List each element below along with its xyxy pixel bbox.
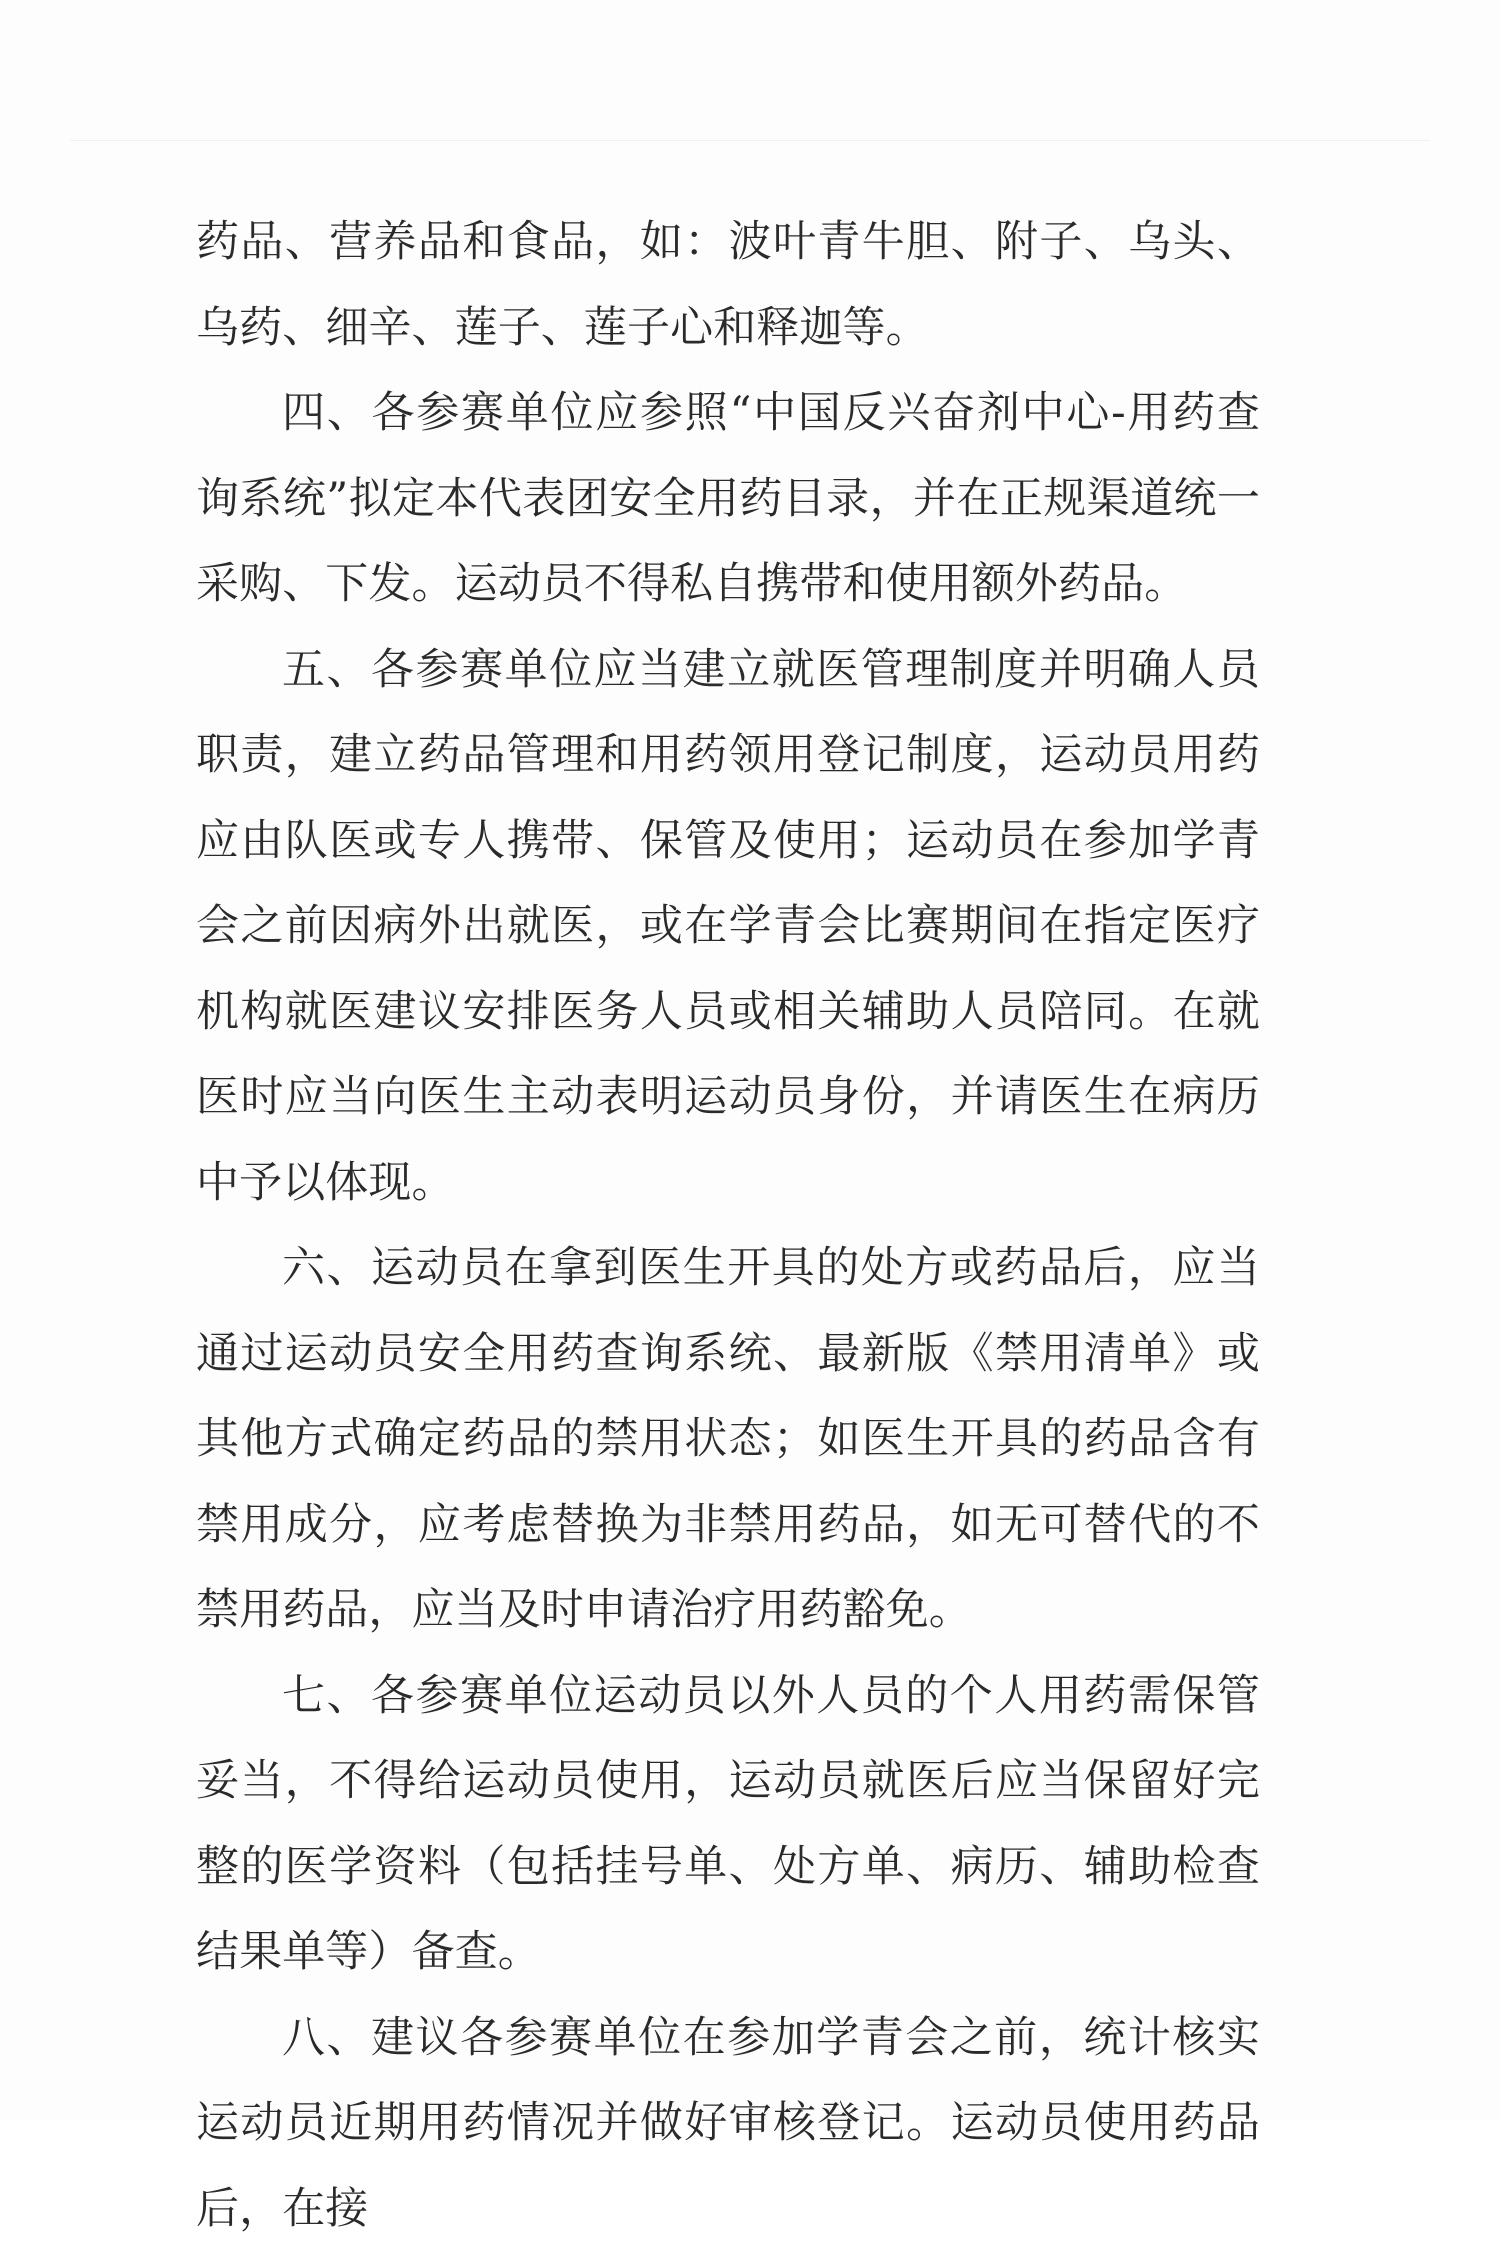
paragraph-item-8: 八、建议各参赛单位在参加学青会之前，统计核实运动员近期用药情况并做好审核登记。运动员使用药品后，在接 <box>196 1996 1260 2252</box>
page-divider <box>70 140 1430 141</box>
paragraph-item-4: 四、各参赛单位应参照“中国反兴奋剂中心-用药查询系统”拟定本代表团安全用药目录，并在正规渠道统一采购、下发。运动员不得私自携带和使用额外药品。 <box>196 371 1260 628</box>
paragraph-item-7: 七、各参赛单位运动员以外人员的个人用药需保管妥当，不得给运动员使用，运动员就医后应当保留好完整的医学资料（包括挂号单、处方单、病历、辅助检查结果单等）备查。 <box>196 1654 1260 1996</box>
paragraph-item-5: 五、各参赛单位应当建立就医管理制度并明确人员职责，建立药品管理和用药领用登记制度，运动员用药应由队医或专人携带、保管及使用；运动员在参加学青会之前因病外出就医，或在学青会比赛期间在指定医疗机构就医建议安排医务人员或相关辅助人员陪同。在就医时应当向医生主动表明运动员身份，并请医生在病历中予以体现。 <box>196 628 1260 1227</box>
paragraph-item-6: 六、运动员在拿到医生开具的处方或药品后，应当通过运动员安全用药查询系统、最新版《禁用清单》或其他方式确定药品的禁用状态；如医生开具的药品含有禁用成分，应考虑替换为非禁用药品，如无可替代的不禁用药品，应当及时申请治疗用药豁免。 <box>196 1226 1260 1654</box>
paragraph-continuation: 药品、营养品和食品，如：波叶青牛胆、附子、乌头、乌药、细辛、莲子、莲子心和释迦等。 <box>196 200 1260 371</box>
document-body <box>196 200 1260 2252</box>
